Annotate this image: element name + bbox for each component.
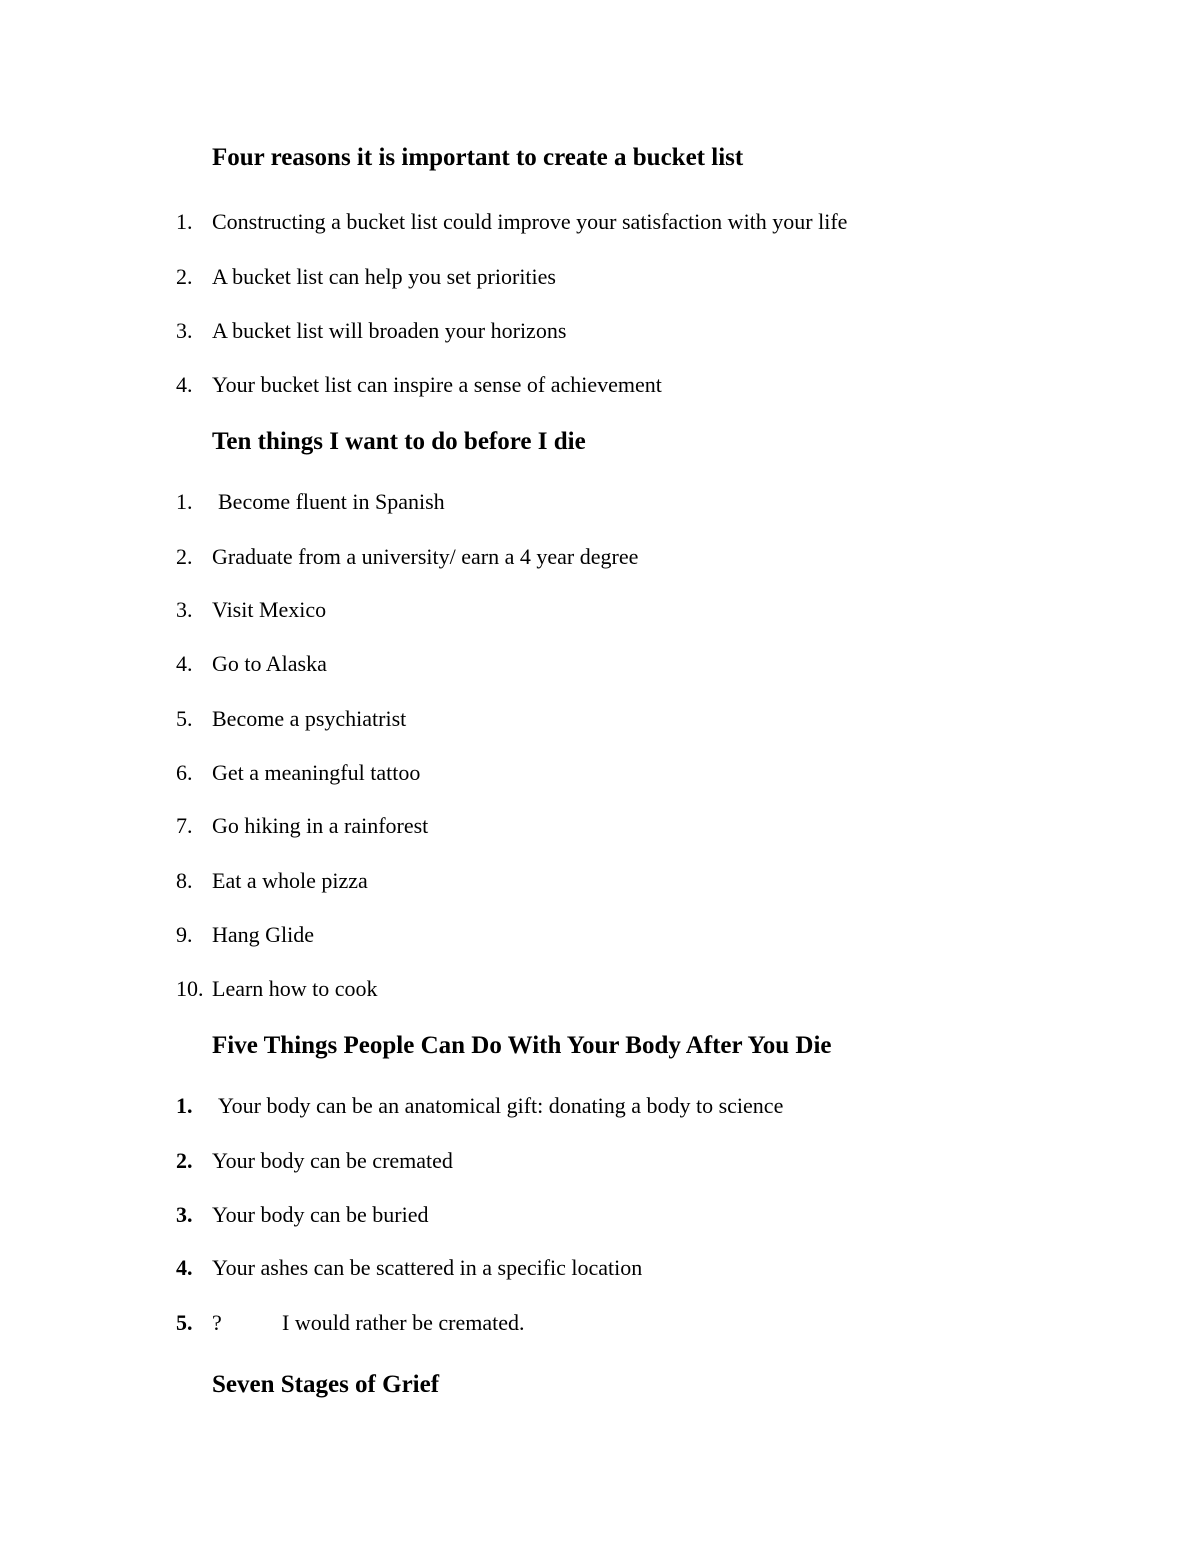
- list-number: 5.: [176, 1310, 193, 1335]
- list-number: 1.: [176, 1093, 193, 1118]
- list-number: 7.: [176, 813, 193, 838]
- list-number: 2.: [176, 264, 193, 289]
- list-number: 1.: [176, 209, 193, 234]
- list-text: Go to Alaska: [212, 651, 327, 676]
- list-text: Constructing a bucket list could improve your satisfaction with your life: [212, 209, 848, 234]
- list-text: Eat a whole pizza: [212, 868, 368, 893]
- list-number: 10.: [176, 976, 204, 1001]
- section-heading-stages-of-grief: Seven Stages of Grief: [212, 1371, 440, 1398]
- list-number: 3.: [176, 318, 193, 343]
- list-number: 6.: [176, 760, 193, 785]
- list-number: 1.: [176, 489, 193, 514]
- list-text: Your body can be cremated: [212, 1148, 453, 1173]
- list-number: 9.: [176, 922, 193, 947]
- list-text: Graduate from a university/ earn a 4 year degree: [212, 544, 639, 569]
- list-text: A bucket list will broaden your horizons: [212, 318, 567, 343]
- section-heading-bucket-list-reasons: Four reasons it is important to create a bucket list: [212, 144, 744, 171]
- list-text: Become fluent in Spanish: [218, 489, 445, 514]
- list-text: Visit Mexico: [212, 597, 327, 622]
- list-text: Your body can be buried: [212, 1202, 429, 1227]
- list-marker: ?: [212, 1310, 222, 1335]
- list-text: I would rather be cremated.: [282, 1310, 525, 1335]
- list-text: Your body can be an anatomical gift: donating a body to science: [218, 1093, 784, 1118]
- list-number: 4.: [176, 1255, 193, 1280]
- list-text: A bucket list can help you set priorities: [212, 264, 556, 289]
- section-heading-ten-things: Ten things I want to do before I die: [212, 428, 586, 455]
- list-number: 3.: [176, 1202, 193, 1227]
- list-number: 2.: [176, 544, 193, 569]
- section-heading-body-after-death: Five Things People Can Do With Your Body After You Die: [212, 1032, 832, 1059]
- list-text: Get a meaningful tattoo: [212, 760, 421, 785]
- list-number: 4.: [176, 372, 193, 397]
- list-text: Your ashes can be scattered in a specific location: [212, 1255, 643, 1280]
- list-number: 4.: [176, 651, 193, 676]
- list-text: Hang Glide: [212, 922, 315, 947]
- list-text: Go hiking in a rainforest: [212, 813, 429, 838]
- list-number: 8.: [176, 868, 193, 893]
- list-number: 2.: [176, 1148, 193, 1173]
- list-number: 5.: [176, 706, 193, 731]
- list-text: Become a psychiatrist: [212, 706, 407, 731]
- list-text: Your bucket list can inspire a sense of achievement: [212, 372, 662, 397]
- list-text: Learn how to cook: [212, 976, 378, 1001]
- list-number: 3.: [176, 597, 193, 622]
